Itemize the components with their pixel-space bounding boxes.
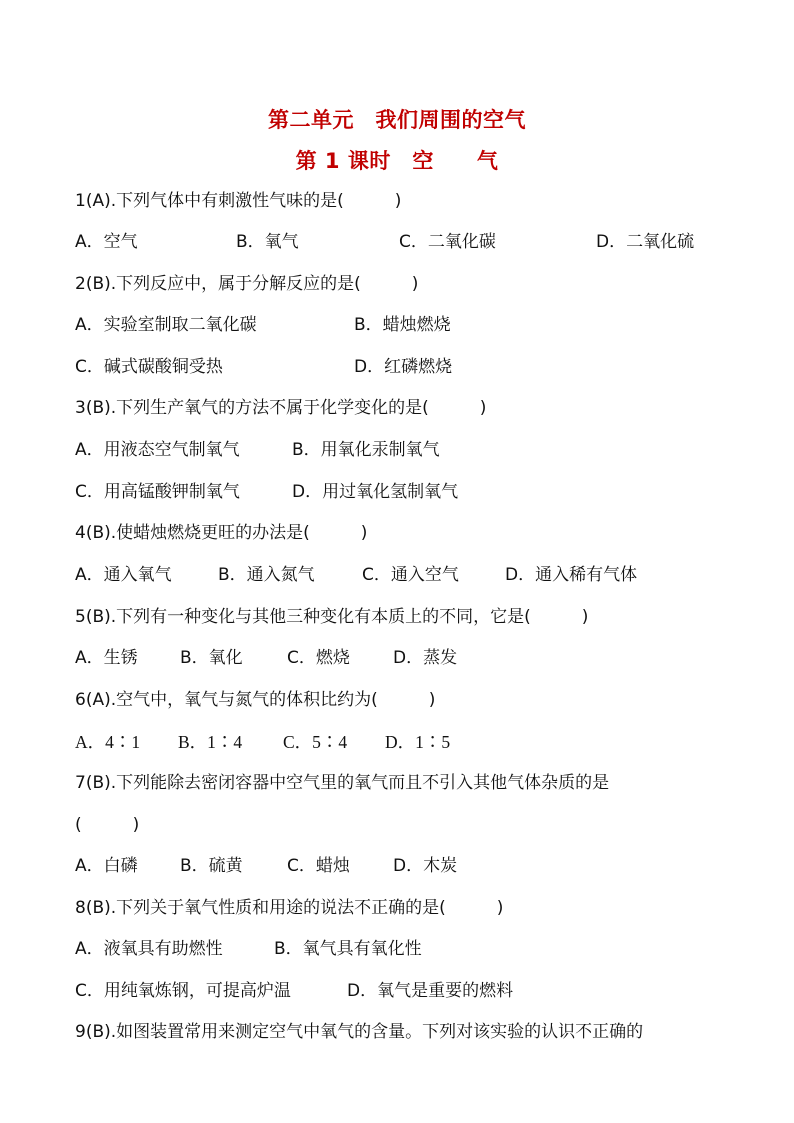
question-1-option-d: D．二氧化硫 <box>596 232 695 252</box>
question-4-option-c: C．通入空气 <box>362 565 459 585</box>
question-7-option-a: A．白磷 <box>75 856 138 876</box>
question-6-option-c: C．5∶4 <box>283 732 348 752</box>
question-5-option-a: A．生锈 <box>75 648 138 668</box>
question-1-stem: 1(A).下列气体中有刺激性气味的是( ) <box>75 191 402 211</box>
question-5-option-c: C．燃烧 <box>287 648 350 668</box>
question-8-stem: 8(B).下列关于氧气性质和用途的说法不正确的是( ) <box>75 898 504 918</box>
question-8-option-b: B．氧气具有氧化性 <box>274 939 422 959</box>
question-4-stem: 4(B).使蜡烛燃烧更旺的办法是( ) <box>75 523 368 543</box>
question-8-option-c: C．用纯氧炼钢，可提高炉温 <box>75 981 291 1001</box>
question-4-option-d: D．通入稀有气体 <box>505 565 638 585</box>
question-7-option-d: D．木炭 <box>393 856 458 876</box>
question-2-option-c: C．碱式碳酸铜受热 <box>75 357 223 377</box>
question-3-option-c: C．用高锰酸钾制氧气 <box>75 482 240 502</box>
question-6-option-b: B．1∶4 <box>178 732 243 752</box>
question-6-option-d: D．1∶5 <box>385 732 451 752</box>
question-1-option-c: C．二氧化碳 <box>399 232 496 252</box>
question-8-option-d: D．氧气是重要的燃料 <box>347 981 514 1001</box>
question-8-option-a: A．液氧具有助燃性 <box>75 939 223 959</box>
question-4-option-a: A．通入氧气 <box>75 565 172 585</box>
question-7-option-c: C．蜡烛 <box>287 856 350 876</box>
page-title: 第二单元 我们周围的空气 <box>268 108 526 132</box>
question-1-option-a: A．空气 <box>75 232 138 252</box>
question-6-stem: 6(A).空气中，氧气与氮气的体积比约为( ) <box>75 690 436 710</box>
question-2-option-b: B．蜡烛燃烧 <box>354 315 451 335</box>
question-6-option-a: A．4∶1 <box>75 732 141 752</box>
question-3-option-b: B．用氧化汞制氧气 <box>292 440 440 460</box>
lesson-subtitle: 第 1 课时 空 气 <box>295 149 499 173</box>
question-5-option-b: B．氧化 <box>180 648 243 668</box>
question-2-stem: 2(B).下列反应中，属于分解反应的是( ) <box>75 274 419 294</box>
question-7-option-b: B．硫黄 <box>180 856 243 876</box>
question-2-option-d: D．红磷燃烧 <box>354 357 453 377</box>
question-2-option-a: A．实验室制取二氧化碳 <box>75 315 257 335</box>
question-9-stem: 9(B).如图装置常用来测定空气中氧气的含量。下列对该实验的认识不正确的 <box>75 1022 644 1042</box>
question-1-option-b: B．氧气 <box>236 232 299 252</box>
question-3-option-a: A．用液态空气制氧气 <box>75 440 240 460</box>
question-7-stem: 7(B).下列能除去密闭容器中空气里的氧气而且不引入其他气体杂质的是 <box>75 773 610 793</box>
question-4-option-b: B．通入氮气 <box>218 565 315 585</box>
question-3-stem: 3(B).下列生产氧气的方法不属于化学变化的是( ) <box>75 398 487 418</box>
question-5-option-d: D．蒸发 <box>393 648 458 668</box>
question-7-stem-continued: ( ) <box>75 815 140 835</box>
question-3-option-d: D．用过氧化氢制氧气 <box>292 482 459 502</box>
question-5-stem: 5(B).下列有一种变化与其他三种变化有本质上的不同，它是( ) <box>75 607 589 627</box>
